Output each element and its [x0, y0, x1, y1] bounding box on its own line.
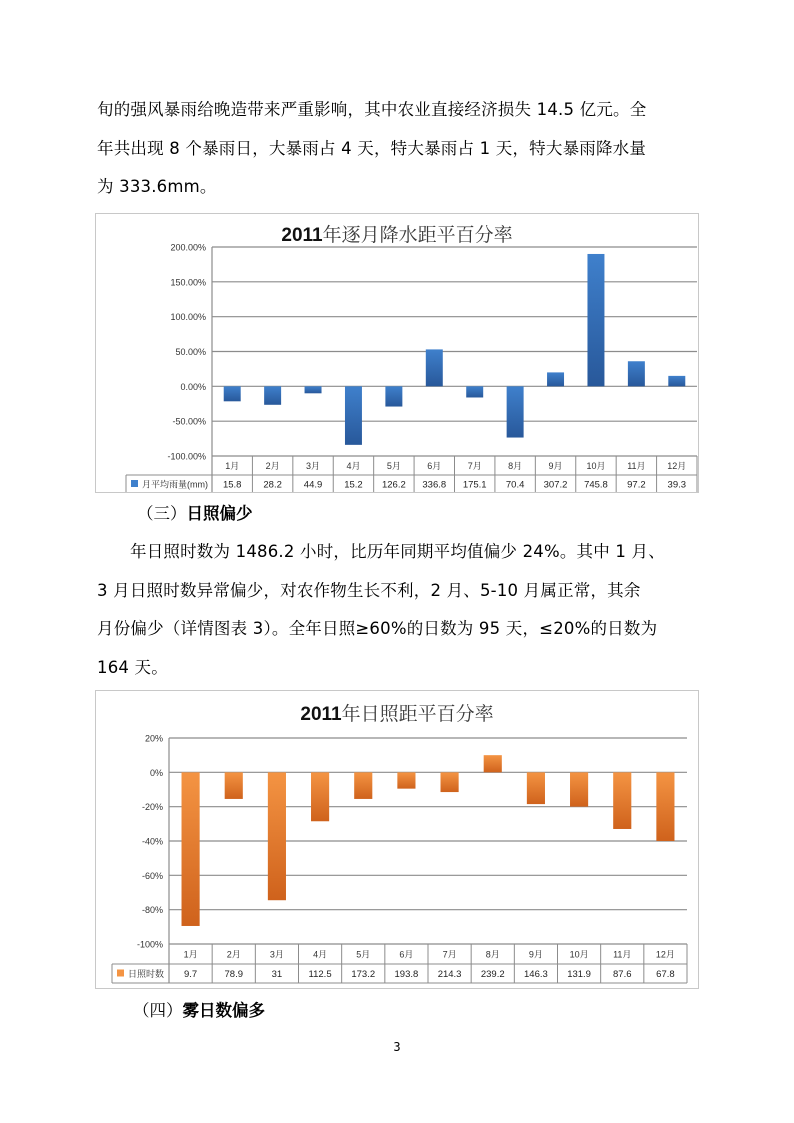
x-tick-label: 2月 — [265, 461, 280, 471]
bar — [547, 372, 564, 386]
y-tick-label: -60% — [141, 870, 163, 881]
section-number: （四） — [133, 1001, 183, 1020]
x-tick-label: 3月 — [306, 461, 321, 471]
chart-svg — [96, 691, 698, 988]
bar — [507, 386, 524, 437]
chart-sunshine-anomaly — [95, 690, 699, 989]
x-tick-label: 12月 — [667, 461, 687, 471]
data-table-value: 28.2 — [263, 479, 282, 491]
y-tick-label: -40% — [141, 836, 163, 847]
data-table-value: 173.2 — [351, 969, 376, 980]
x-tick-label: 1月 — [183, 949, 198, 960]
bar — [311, 772, 329, 821]
data-table-value: 126.2 — [381, 479, 406, 491]
data-table-value: 193.8 — [394, 969, 419, 980]
chart-title-text: 年日照距平百分率 — [341, 703, 494, 725]
data-table-value: 146.3 — [524, 969, 548, 980]
bar — [466, 386, 483, 397]
data-table-value: 87.6 — [613, 969, 632, 980]
bar — [484, 755, 502, 772]
chart-precipitation-anomaly — [95, 213, 699, 493]
bar — [182, 772, 200, 926]
y-tick-label: 0% — [149, 767, 163, 778]
section-number: （三） — [137, 504, 187, 523]
bar — [426, 349, 443, 386]
bar — [225, 772, 243, 799]
x-tick-label: 8月 — [508, 461, 523, 471]
text-line: 年日照时数为 1486.2 小时，比历年同期平均值偏少 24%。其中 1 月、 — [130, 542, 665, 561]
bar — [385, 386, 402, 406]
y-tick-label: -80% — [141, 905, 163, 916]
bar — [656, 772, 674, 841]
y-tick-label: -50.00% — [172, 416, 206, 427]
page-number: 3 — [393, 1040, 401, 1054]
data-table-value: 44.9 — [303, 479, 323, 491]
y-tick-label: 0.00% — [180, 381, 206, 392]
text-line: 为 333.6mm。 — [97, 177, 217, 196]
text-line: 月份偏少（详情图表 3）。全年日照≥60%的日数为 95 天，≤20%的日数为 — [97, 619, 658, 638]
data-table-value: 31 — [271, 969, 283, 980]
section-title: 雾日数偏多 — [182, 1001, 265, 1020]
x-tick-label: 11月 — [627, 461, 646, 471]
x-tick-label: 10月 — [569, 949, 589, 960]
data-table-value: 70.4 — [505, 479, 525, 491]
chart-title-year: 2011 — [300, 704, 342, 725]
data-table-value: 39.3 — [667, 479, 687, 491]
x-tick-label: 5月 — [386, 461, 401, 471]
section-heading-sunshine — [137, 500, 253, 524]
x-tick-label: 6月 — [399, 949, 414, 960]
chart-svg — [96, 214, 698, 492]
x-tick-label: 7月 — [442, 949, 457, 960]
data-table-value: 97.2 — [627, 479, 646, 491]
data-table-value: 214.3 — [437, 969, 462, 980]
bar — [613, 772, 631, 829]
legend-label: 日照时数 — [128, 969, 165, 979]
text-line: 旬的强风暴雨给晚造带来严重影响，其中农业直接经济损失 14.5 亿元。全 — [97, 100, 647, 119]
y-tick-label: 100.00% — [170, 312, 206, 323]
x-tick-label: 7月 — [467, 461, 482, 471]
text-line: 3 月日照时数异常偏少，对农作物生长不利，2 月、5-10 月属正常，其余 — [97, 580, 641, 600]
x-tick-label: 10月 — [586, 461, 606, 471]
data-table-value: 67.8 — [656, 969, 675, 980]
bar — [570, 772, 588, 806]
data-table-value: 131.9 — [567, 969, 591, 980]
legend-label: 月平均雨量(mm) — [142, 479, 208, 490]
data-table-value: 745.8 — [584, 479, 608, 491]
x-tick-label: 8月 — [485, 949, 500, 960]
bar — [527, 772, 545, 804]
bar — [264, 386, 281, 404]
data-table-value: 239.2 — [480, 969, 505, 980]
data-table-value: 78.9 — [224, 969, 243, 980]
section-heading-fog — [133, 997, 265, 1021]
legend-swatch — [117, 970, 124, 977]
x-tick-label: 6月 — [427, 461, 442, 471]
data-table-value: 336.8 — [422, 479, 447, 491]
x-tick-label: 12月 — [655, 949, 675, 960]
data-table-value: 15.2 — [344, 479, 363, 491]
x-tick-label: 4月 — [346, 461, 361, 471]
bar — [345, 386, 362, 445]
x-tick-label: 11月 — [613, 949, 632, 960]
bar — [628, 361, 645, 386]
y-tick-label: -100.00% — [167, 451, 206, 462]
bar — [397, 772, 415, 788]
paragraph-rainstorm — [97, 91, 701, 207]
bar — [354, 772, 372, 799]
bar — [268, 772, 286, 900]
text-line: 年共出现 8 个暴雨日，大暴雨占 4 天，特大暴雨占 1 天，特大暴雨降水量 — [97, 138, 647, 158]
x-tick-label: 5月 — [356, 949, 371, 960]
y-tick-label: 200.00% — [170, 242, 206, 253]
y-tick-label: -100% — [136, 939, 163, 950]
data-table-value: 15.8 — [222, 479, 242, 491]
bar — [668, 376, 685, 386]
x-tick-label: 4月 — [313, 949, 328, 960]
legend-swatch — [131, 480, 138, 487]
y-tick-label: 20% — [144, 733, 163, 744]
data-table-value: 175.1 — [462, 479, 487, 491]
text-line: 164 天。 — [97, 657, 168, 677]
x-tick-label: 9月 — [548, 461, 563, 471]
section-title: 日照偏少 — [186, 504, 253, 523]
y-tick-label: -20% — [141, 802, 163, 813]
x-tick-label: 2月 — [226, 949, 241, 960]
y-tick-label: 150.00% — [170, 277, 206, 288]
bar — [441, 772, 459, 792]
x-tick-label: 3月 — [269, 949, 284, 960]
data-table-value: 9.7 — [183, 969, 198, 980]
paragraph-sunshine — [97, 533, 701, 687]
bar — [305, 386, 322, 393]
x-tick-label: 9月 — [528, 949, 543, 960]
chart-title-year: 2011 — [281, 225, 323, 246]
x-tick-label: 1月 — [225, 461, 240, 471]
data-table-value: 307.2 — [543, 479, 568, 491]
data-table-value: 112.5 — [308, 969, 332, 980]
bar — [224, 386, 241, 401]
chart-title-text: 年逐月降水距平百分率 — [322, 224, 513, 246]
bar — [587, 254, 604, 386]
y-tick-label: 50.00% — [175, 347, 206, 357]
